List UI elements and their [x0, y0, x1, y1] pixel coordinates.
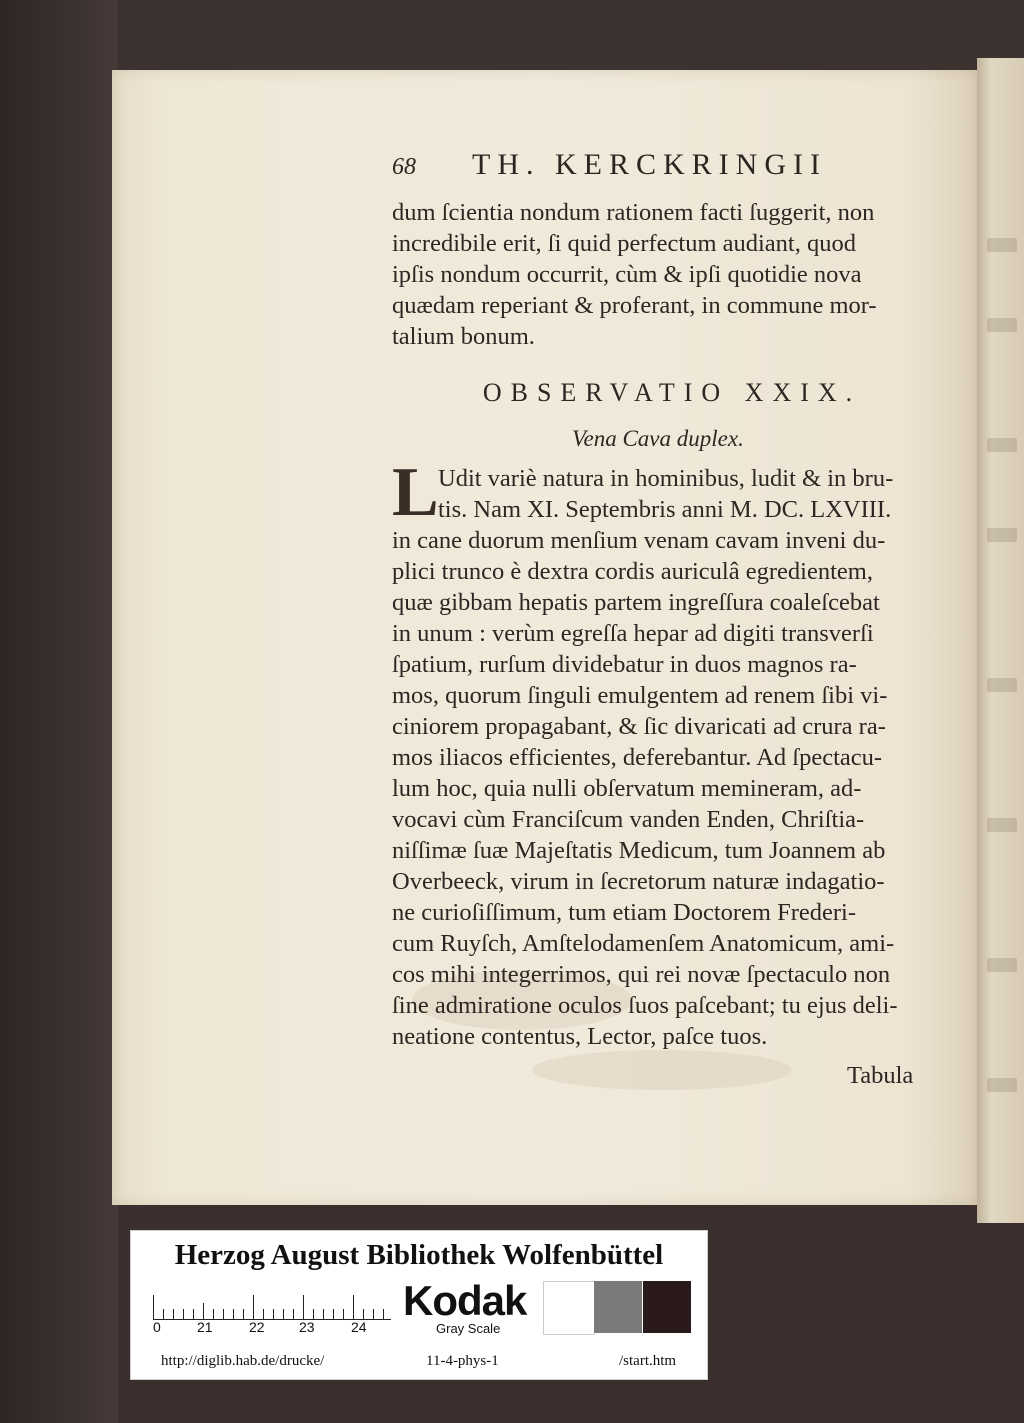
adjacent-page-edge [977, 58, 1024, 1223]
body-line: lum hoc, quia nulli obſervatum memineram, ad- [392, 775, 862, 802]
body-line: niſſimæ ſuæ Majeſtatis Medicum, tum Joannem ab [392, 837, 886, 864]
page-number: 68 [392, 154, 416, 180]
measurement-ruler [153, 1281, 391, 1320]
body-line: Udit variè natura in hominibus, ludit & in bru- [438, 465, 894, 492]
gray-swatch [594, 1281, 642, 1333]
intro-line: quædam reperiant & proferant, in commune mor- [392, 292, 877, 319]
gray-scale-label: Gray Scale [436, 1321, 501, 1336]
body-line: cum Ruyſch, Amſtelodamenſem Anatomicum, ami- [392, 930, 895, 957]
body-line: mos, quorum ſinguli emulgentem ad renem ſibi vi- [392, 682, 888, 709]
scan-background-top [0, 0, 1024, 72]
running-head-title: TH. KERCKRINGII [472, 148, 827, 181]
color-target-card [130, 1230, 708, 1380]
body-line: quæ gibbam hepatis partem ingreſſura coaleſcebat [392, 589, 880, 616]
ruler-number: 23 [299, 1319, 315, 1335]
body-line: cos mihi integerrimos, qui rei novæ ſpectaculo non [392, 961, 891, 988]
ruler-number: 24 [351, 1319, 367, 1335]
body-line: in cane duorum menſium venam cavam inveni du- [392, 527, 886, 554]
url-base: http://diglib.hab.de/drucke/ [161, 1353, 325, 1369]
observation-title: OBSERVATIO XXIX. [482, 378, 862, 407]
intro-line: ipſis nondum occurrit, cùm & ipſi quotidie nova [392, 261, 862, 288]
intro-line: talium bonum. [392, 323, 535, 350]
body-line: mos iliacos efficientes, deferebantur. Ad ſpectacu- [392, 744, 883, 771]
scan-background-left [0, 0, 118, 1423]
body-line: ſine admiratione oculos ſuos paſcebant; tu ejus deli- [392, 992, 898, 1019]
body-line: ciniorem propagabant, & ſic divaricati ad crura ra- [392, 713, 886, 740]
body-line: Overbeeck, virum in ſecretorum naturæ indagatio- [392, 868, 885, 895]
library-name: Herzog August Bibliothek Wolfenbüttel [174, 1239, 664, 1271]
ruler-number: 0 [153, 1319, 161, 1335]
url-shelfmark: 11-4-phys-1 [426, 1353, 499, 1369]
body-line: ne curioſiſſimum, tum etiam Doctorem Frederi- [392, 899, 857, 926]
body-line: tis. Nam XI. Septembris anni M. DC. LXVIII. [438, 496, 892, 523]
body-line: in unum : verùm egreſſa hepar ad digiti transverſi [392, 620, 874, 647]
body-line: vocavi cùm Franciſcum vanden Enden, Chriſtia- [392, 806, 865, 833]
ruler-number: 22 [249, 1319, 265, 1335]
drop-cap-initial: L [392, 454, 439, 531]
body-line: ſpatium, rurſum dividebatur in duos magnos ra- [392, 651, 857, 678]
intro-line: incredibile erit, ſi quid perfectum audiant, quod [392, 230, 856, 257]
url-start: /start.htm [619, 1353, 677, 1369]
ruler-number: 21 [197, 1319, 213, 1335]
dark-swatch [643, 1281, 691, 1333]
kodak-logo: Kodak [403, 1277, 527, 1324]
catchword: Tabula [847, 1062, 914, 1089]
white-swatch [543, 1281, 595, 1335]
body-line: neatione contentus, Lector, paſce tuos. [392, 1023, 768, 1050]
body-line: plici trunco è dextra cordis auriculâ egredientem, [392, 558, 873, 585]
observation-subtitle: Vena Cava duplex. [572, 426, 744, 451]
intro-line: dum ſcientia nondum rationem facti ſuggerit, non [392, 199, 875, 226]
running-head [392, 148, 932, 184]
